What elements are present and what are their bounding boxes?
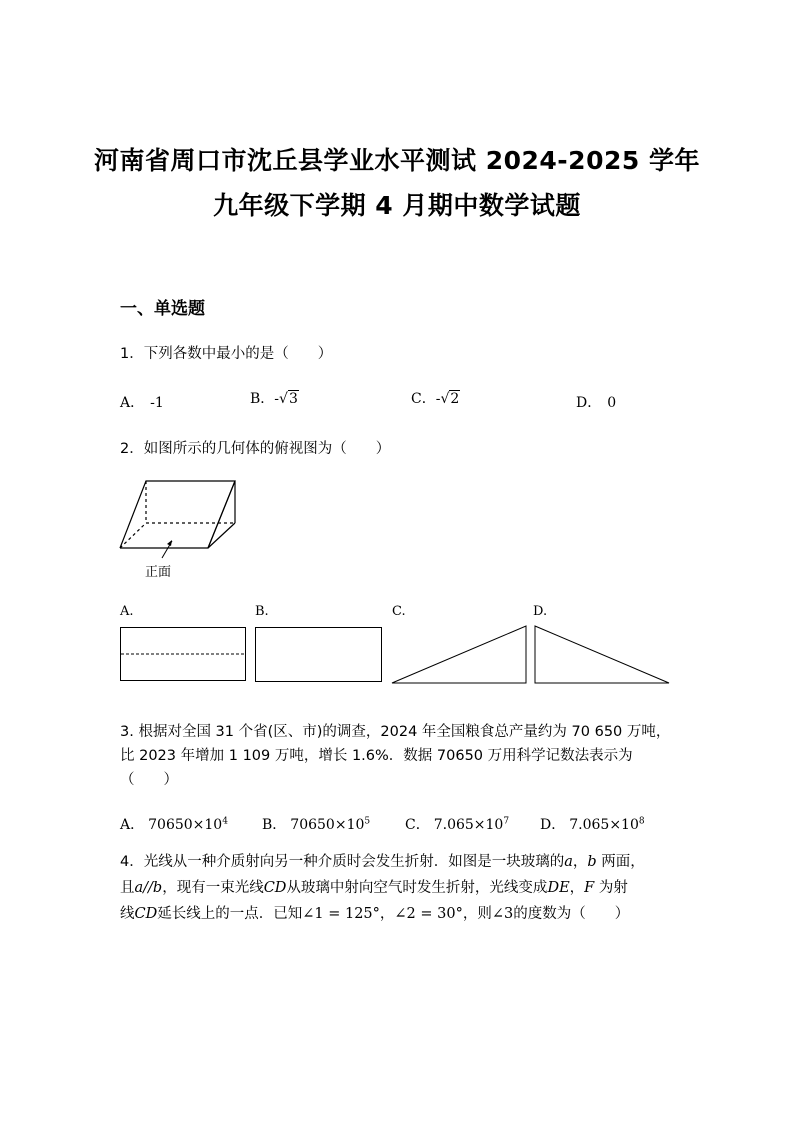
math-angle-2: ∠2 = 30°: [394, 906, 463, 922]
option-label: A．: [120, 395, 145, 411]
sqrt-expression: √3: [279, 391, 298, 407]
option-value: 0: [607, 395, 617, 411]
q4-text: ，: [569, 880, 585, 896]
q2-option-a-figure: [120, 627, 246, 681]
minus-sign: -: [274, 391, 280, 407]
option-exponent: 7: [503, 816, 510, 827]
minus-sign: -: [435, 391, 441, 407]
option-value: -1: [150, 395, 164, 411]
q4-text: 4．光线从一种介质射向另一种介质时会发生折射．如图是一块玻璃的: [120, 854, 565, 870]
q1-option-b: [250, 388, 299, 408]
document-title-line1: 河南省周口市沈丘县学业水平测试 2024-2025 学年: [94, 146, 700, 175]
math-var-cd: CD: [263, 880, 287, 896]
option-exponent: 4: [222, 816, 228, 827]
option-exponent: 8: [638, 816, 645, 827]
q4-text: 延长线上的一点．已知: [157, 906, 303, 922]
q1-option-c: [411, 388, 460, 408]
option-label: C．: [405, 817, 430, 833]
q4-text: 的度数为（ ）: [513, 906, 630, 922]
q4-text: 且: [120, 880, 135, 896]
section-heading: 一、单选题: [120, 299, 205, 319]
q4-text: ，: [379, 906, 395, 922]
q3-line1: 3. 根据对全国 31 个省(区、市)的调查，2024 年全国粮食总产量约为 70 650 万吨，: [120, 724, 671, 740]
option-base: 7.065×10: [569, 817, 639, 833]
radicand: 3: [288, 391, 298, 407]
q4-line1: [120, 849, 645, 875]
math-var-f: F: [584, 880, 595, 896]
q2-option-b-label: B.: [255, 604, 269, 619]
q3-line2: 比 2023 年增加 1 109 万吨，增长 1.6%．数据 70650 万用科学记数法表示为: [120, 748, 633, 764]
option-base: 70650×10: [290, 817, 365, 833]
option-label: B．: [250, 391, 275, 407]
q2-option-a-label: A.: [120, 604, 134, 619]
q1-option-d: [576, 392, 616, 412]
math-angle-3: ∠3: [491, 906, 514, 922]
q4-line2: [120, 875, 628, 901]
math-var-b: b: [587, 854, 597, 870]
q4-text: ，: [572, 854, 588, 870]
q4-text: 线: [120, 906, 135, 922]
q1-stem: 1．下列各数中最小的是（ ）: [120, 346, 333, 362]
math-var-a: a: [564, 854, 573, 870]
q3-option-c: [405, 814, 509, 834]
radicand: 2: [450, 391, 460, 407]
prism-figure: [118, 478, 238, 553]
option-label: C．: [411, 391, 436, 407]
math-angle-1: ∠1 = 125°: [302, 906, 380, 922]
q3-option-a: [120, 814, 228, 834]
option-label: B．: [262, 817, 287, 833]
math-parallel: a//b: [134, 880, 163, 896]
option-label: A．: [120, 817, 145, 833]
document-title-line2: 九年级下学期 4 月期中数学试题: [213, 191, 581, 220]
math-var-de: DE: [547, 880, 570, 896]
option-label: D．: [540, 817, 566, 833]
option-label: D．: [576, 395, 602, 411]
q2-stem: 2．如图所示的几何体的俯视图为（ ）: [120, 441, 391, 457]
q2-option-d-label: D.: [533, 604, 548, 619]
sqrt-expression: √2: [440, 391, 460, 407]
q2-option-d-figure: [534, 625, 670, 684]
option-base: 70650×10: [148, 817, 223, 833]
q4-text: 从玻璃中射向空气时发生折射，光线变成: [286, 880, 548, 896]
option-base: 7.065×10: [433, 817, 504, 833]
q2-option-c-figure: [391, 625, 527, 684]
q4-line3: [120, 901, 629, 927]
option-exponent: 5: [364, 816, 371, 827]
q4-text: ，则: [462, 906, 492, 922]
front-view-label: 正面: [145, 565, 172, 580]
math-var-cd: CD: [134, 906, 158, 922]
q4-text: ，现有一束光线: [162, 880, 264, 896]
q2-option-c-label: C.: [392, 604, 406, 619]
q3-line3: （ ）: [120, 772, 178, 788]
q4-text: 为射: [594, 880, 628, 896]
q4-text: 两面，: [596, 854, 645, 870]
q2-option-b-figure: [255, 627, 382, 682]
q3-option-d: [540, 814, 645, 834]
q3-option-b: [262, 814, 370, 834]
q1-option-a: [120, 392, 164, 412]
